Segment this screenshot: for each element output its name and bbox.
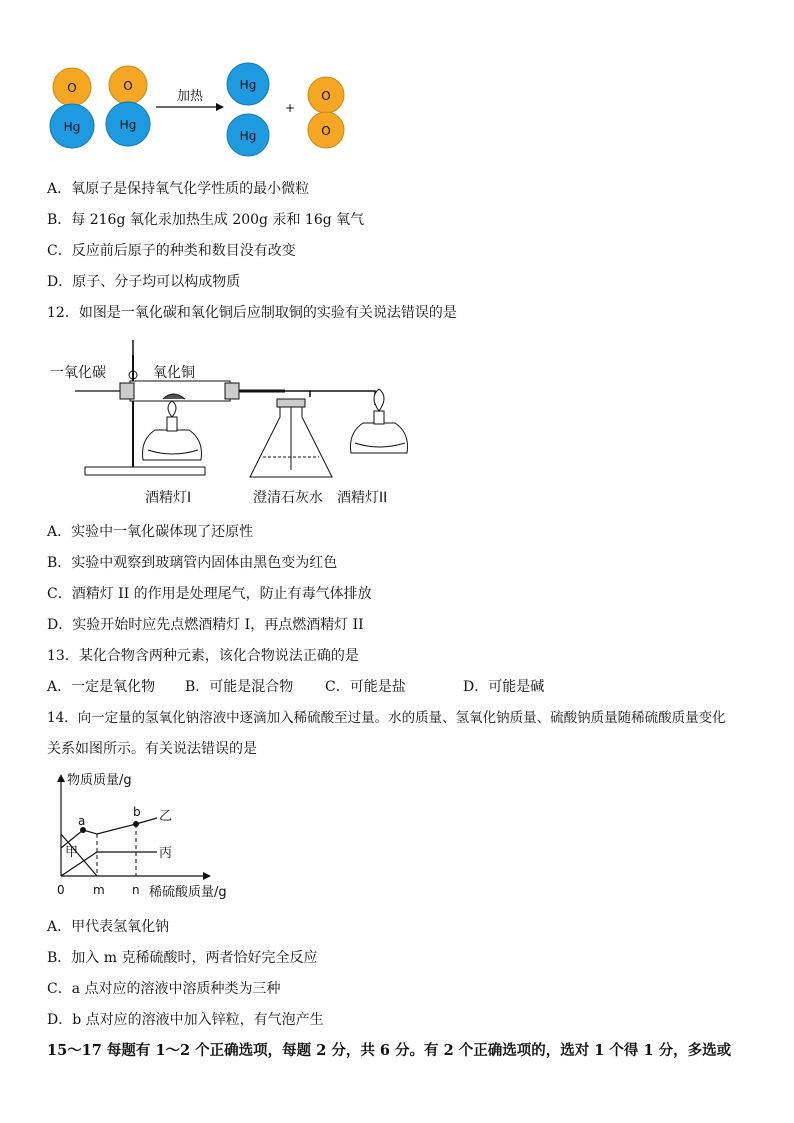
atom-label: O xyxy=(123,79,133,93)
q12-option-c: C．酒精灯 II 的作用是处理尾气，防止有毒气体排放 xyxy=(47,586,372,602)
atom-label: Hg xyxy=(239,129,257,143)
point-b-label: b xyxy=(133,805,141,819)
q12-option-b: B．实验中观察到玻璃管内固体由黑色变为红色 xyxy=(47,555,338,571)
hgo-molecule-1 xyxy=(50,68,94,148)
q13-option-b: B．可能是混合物 xyxy=(185,679,294,695)
lamp2-label: 酒精灯II xyxy=(337,490,388,506)
stopper-right xyxy=(225,383,239,399)
point-b xyxy=(133,821,139,827)
series-bing-label: 丙 xyxy=(159,846,173,861)
apparatus-diagram xyxy=(45,335,415,515)
q12-option-d: D．实验开始时应先点燃酒精灯 I，再点燃酒精灯 II xyxy=(47,617,364,633)
cuo-label: 氧化铜 xyxy=(153,365,195,381)
curve-yi xyxy=(61,818,157,848)
stand-base xyxy=(85,467,205,475)
q14-stem-line1: 14．向一定量的氢氧化钠溶液中逐滴加入稀硫酸至过量。水的质量、氢氧化钠质量、硫酸钠质量随稀硫酸质量变化 xyxy=(47,710,726,726)
q11-option-b: B．每 216g 氧化汞加热生成 200g 汞和 16g 氧气 xyxy=(47,212,365,228)
q14-stem-line2: 关系如图所示。有关说法错误的是 xyxy=(47,741,257,757)
atom-label: O xyxy=(67,81,77,95)
q11-option-d: D．原子、分子均可以构成物质 xyxy=(47,274,241,290)
hg-atoms xyxy=(227,63,269,156)
q11-option-c: C．反应前后原子的种类和数目没有改变 xyxy=(47,243,296,259)
q14-option-c: C．a 点对应的溶液中溶质种类为三种 xyxy=(47,981,281,997)
q12-option-a: A．实验中一氧化碳体现了还原性 xyxy=(47,524,254,540)
atom-label: Hg xyxy=(119,118,137,132)
q13-option-c: C．可能是盐 xyxy=(325,679,406,695)
atom-label: O xyxy=(321,124,331,138)
series-jia-label: 甲 xyxy=(65,845,79,860)
stopper-left xyxy=(120,383,134,399)
limewater-label: 澄清石灰水 xyxy=(253,490,323,506)
series-yi-label: 乙 xyxy=(159,809,173,824)
q13-stem: 13．某化合物含两种元素，该化合物说法正确的是 xyxy=(47,648,359,664)
reaction-diagram xyxy=(40,60,360,165)
x-axis-label: 稀硫酸质量/g xyxy=(149,885,227,900)
tick-n: n xyxy=(132,883,140,897)
atom-label: Hg xyxy=(239,78,257,92)
q12-stem: 12．如图是一氧化碳和氧化铜后应制取铜的实验有关说法错误的是 xyxy=(47,305,457,321)
q14-option-a: A．甲代表氢氧化钠 xyxy=(47,919,170,935)
plus-sign: + xyxy=(284,101,296,115)
q14-option-d: D．b 点对应的溶液中加入锌粒，有气泡产生 xyxy=(47,1012,324,1028)
section-note: 15～17 每题有 1～2 个正确选项，每题 2 分，共 6 分。有 2 个正确选项的，选对 1 个得 1 分，多选或 xyxy=(47,1042,732,1059)
q11-option-a: A．氧原子是保持氧气化学性质的最小微粒 xyxy=(47,181,310,197)
q14-option-b: B．加入 m 克稀硫酸时，两者恰好完全反应 xyxy=(47,950,318,966)
q13-option-a: A．一定是氧化物 xyxy=(47,679,156,695)
arrow-label: 加热 xyxy=(176,89,204,104)
q13-option-d: D．可能是碱 xyxy=(463,679,545,695)
reaction-arrow xyxy=(156,88,224,111)
atom-label: Hg xyxy=(63,120,81,134)
y-axis-label: 物质质量/g xyxy=(67,773,132,788)
hgo-molecule-2 xyxy=(106,66,150,146)
tick-m: m xyxy=(93,883,105,897)
o2-molecule xyxy=(308,77,344,148)
alcohol-lamp-2 xyxy=(351,423,408,453)
point-a-label: a xyxy=(78,814,86,828)
lamp1-label: 酒精灯I xyxy=(145,490,192,506)
mass-graph xyxy=(45,768,245,903)
atom-label: O xyxy=(321,89,331,103)
origin-label: 0 xyxy=(57,883,65,897)
alcohol-lamp-1 xyxy=(143,430,202,460)
co-label: 一氧化碳 xyxy=(50,365,106,381)
